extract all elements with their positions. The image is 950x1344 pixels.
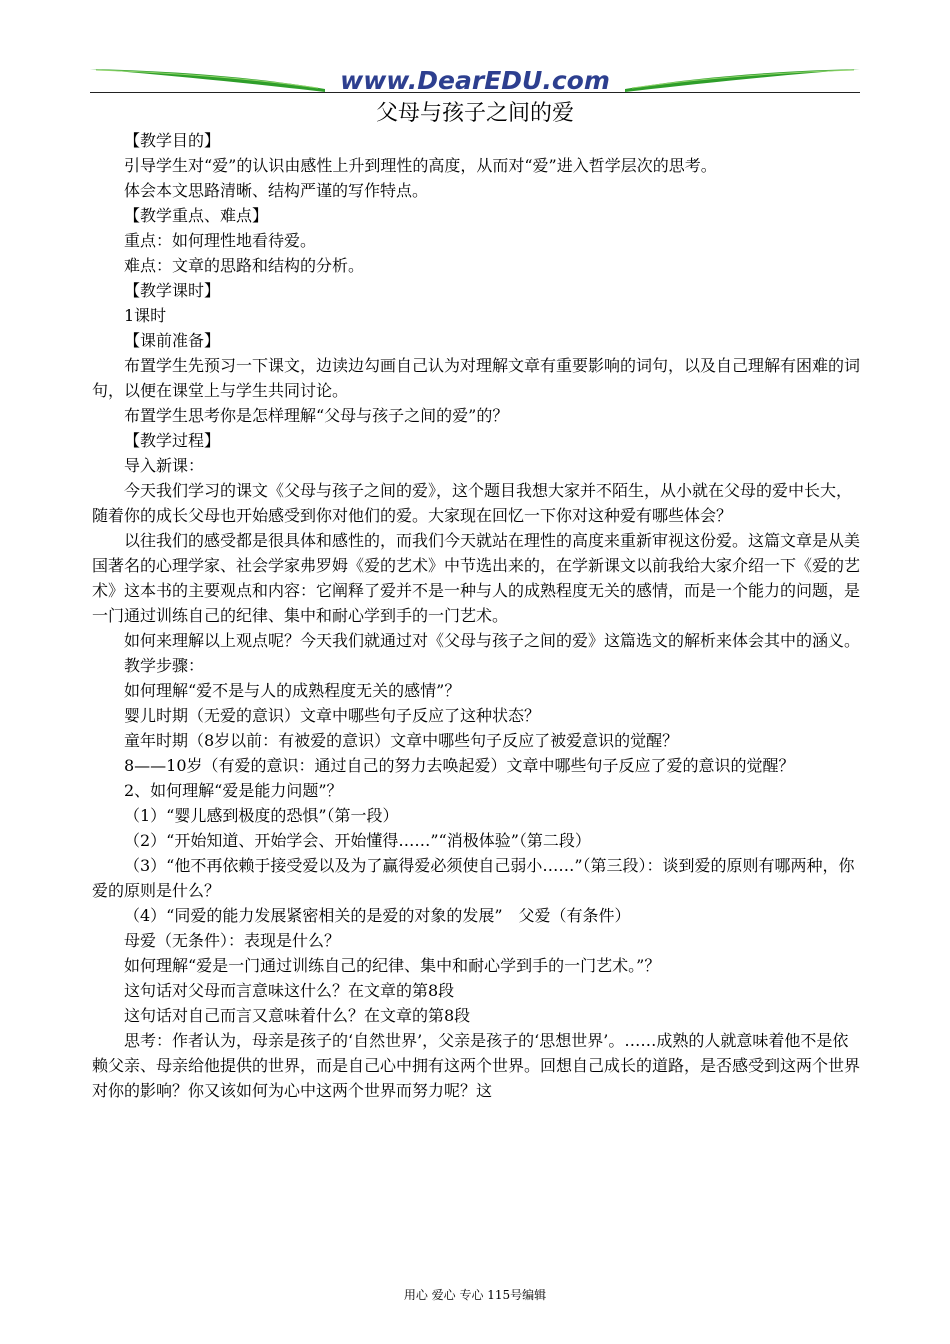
section-heading-key-points: 【教学重点、难点】 [124, 206, 269, 225]
header-rule [90, 92, 860, 93]
paragraph: （1）“婴儿感到极度的恐惧”（第一段） [124, 806, 399, 825]
paragraph: 这句话对父母而言意味这什么？在文章的第8段 [124, 981, 455, 1000]
paragraph: 婴儿时期（无爱的意识）文章中哪些句子反应了这种状态？ [124, 706, 541, 725]
paragraph: （3）“他不再依赖于接受爱以及为了赢得爱必须使自己弱小……”（第三段）：谈到爱的原则有哪两种，你爱的原则是什么？ [92, 856, 855, 900]
paragraph: 布置学生先预习一下课文，边读边勾画自己认为对理解文章有重要影响的词句，以及自己理解有困难的词句，以便在课堂上与学生共同讨论。 [92, 356, 861, 400]
paragraph: 思考：作者认为，母亲是孩子的‘自然世界’，父亲是孩子的‘思想世界’。……成熟的人就意味着他不是依赖父亲、母亲给他提供的世界，而是自己心中拥有这两个世界。回想自己成长的道路，是否感受到这两个世界对你的影响？你又该如何为心中这两个世界而努力呢？这 [92, 1031, 861, 1100]
paragraph: 2、如何理解“爱是能力问题”？ [124, 781, 343, 800]
paragraph: 如何来理解以上观点呢？今天我们就通过对《父母与孩子之间的爱》这篇选文的解析来体会其中的涵义。 [124, 631, 861, 650]
paragraph: 引导学生对“爱”的认识由感性上升到理性的高度，从而对“爱”进入哲学层次的思考。 [124, 156, 717, 175]
document-body [92, 128, 860, 1103]
document-title: 父母与孩子之间的爱 [375, 101, 574, 126]
section-heading-objectives: 【教学目的】 [124, 131, 221, 150]
paragraph: 导入新课： [124, 456, 205, 475]
paragraph: 体会本文思路清晰、结构严谨的写作特点。 [124, 181, 429, 200]
site-header-banner [90, 62, 860, 94]
paragraph: 母爱（无条件）：表现是什么？ [124, 931, 341, 950]
paragraph: 如何理解“爱不是与人的成熟程度无关的感情”？ [124, 681, 461, 700]
paragraph: （4）“同爱的能力发展紧密相关的是爱的对象的发展” 父爱（有条件） [124, 906, 631, 925]
paragraph: （2）“开始知道、开始学会、开始懂得……”“消极体验”（第二段） [124, 831, 591, 850]
right-swoosh [625, 69, 860, 92]
paragraph: 布置学生思考你是怎样理解“父母与孩子之间的爱”的？ [124, 406, 509, 425]
section-heading-hours: 【教学课时】 [124, 281, 221, 300]
paragraph: 难点：文章的思路和结构的分析。 [124, 256, 365, 275]
paragraph: 1课时 [124, 306, 167, 325]
section-heading-preparation: 【课前准备】 [124, 331, 221, 350]
paragraph: 童年时期（8岁以前：有被爱的意识）文章中哪些句子反应了被爱意识的觉醒？ [124, 731, 679, 750]
left-swoosh [90, 69, 325, 92]
paragraph: 如何理解“爱是一门通过训练自己的纪律、集中和耐心学到手的一门艺术。”？ [124, 956, 661, 975]
paragraph: 今天我们学习的课文《父母与孩子之间的爱》，这个题目我想大家并不陌生，从小就在父母的爱中长大，随着你的成长父母也开始感受到你对他们的爱。大家现在回忆一下你对这种爱有哪些体会？ [92, 481, 853, 525]
page-footer: 用心 爱心 专心 115号编辑 [403, 1288, 547, 1302]
paragraph: 重点：如何理性地看待爱。 [124, 231, 317, 250]
paragraph: 教学步骤： [124, 656, 205, 675]
section-heading-process: 【教学过程】 [124, 431, 221, 450]
paragraph: 这句话对自己而言又意味着什么？在文章的第8段 [124, 1006, 471, 1025]
site-logo-text: www.DearEDU.com [340, 66, 610, 94]
header-swoosh-graphic [90, 62, 860, 94]
paragraph: 8——10岁（有爱的意识：通过自己的努力去唤起爱）文章中哪些句子反应了爱的意识的觉醒？ [124, 756, 795, 775]
paragraph: 以往我们的感受都是很具体和感性的，而我们今天就站在理性的高度来重新审视这份爱。这篇文章是从美国著名的心理学家、社会学家弗罗姆《爱的艺术》中节选出来的，在学新课文以前我给大家介绍一下《爱的艺术》这本书的主要观点和内容：它阐释了爱并不是一种与人的成熟程度无关的感情，而是一个能力的问题，是一门通过训练自己的纪律、集中和耐心学到手的一门艺术。 [92, 531, 861, 625]
